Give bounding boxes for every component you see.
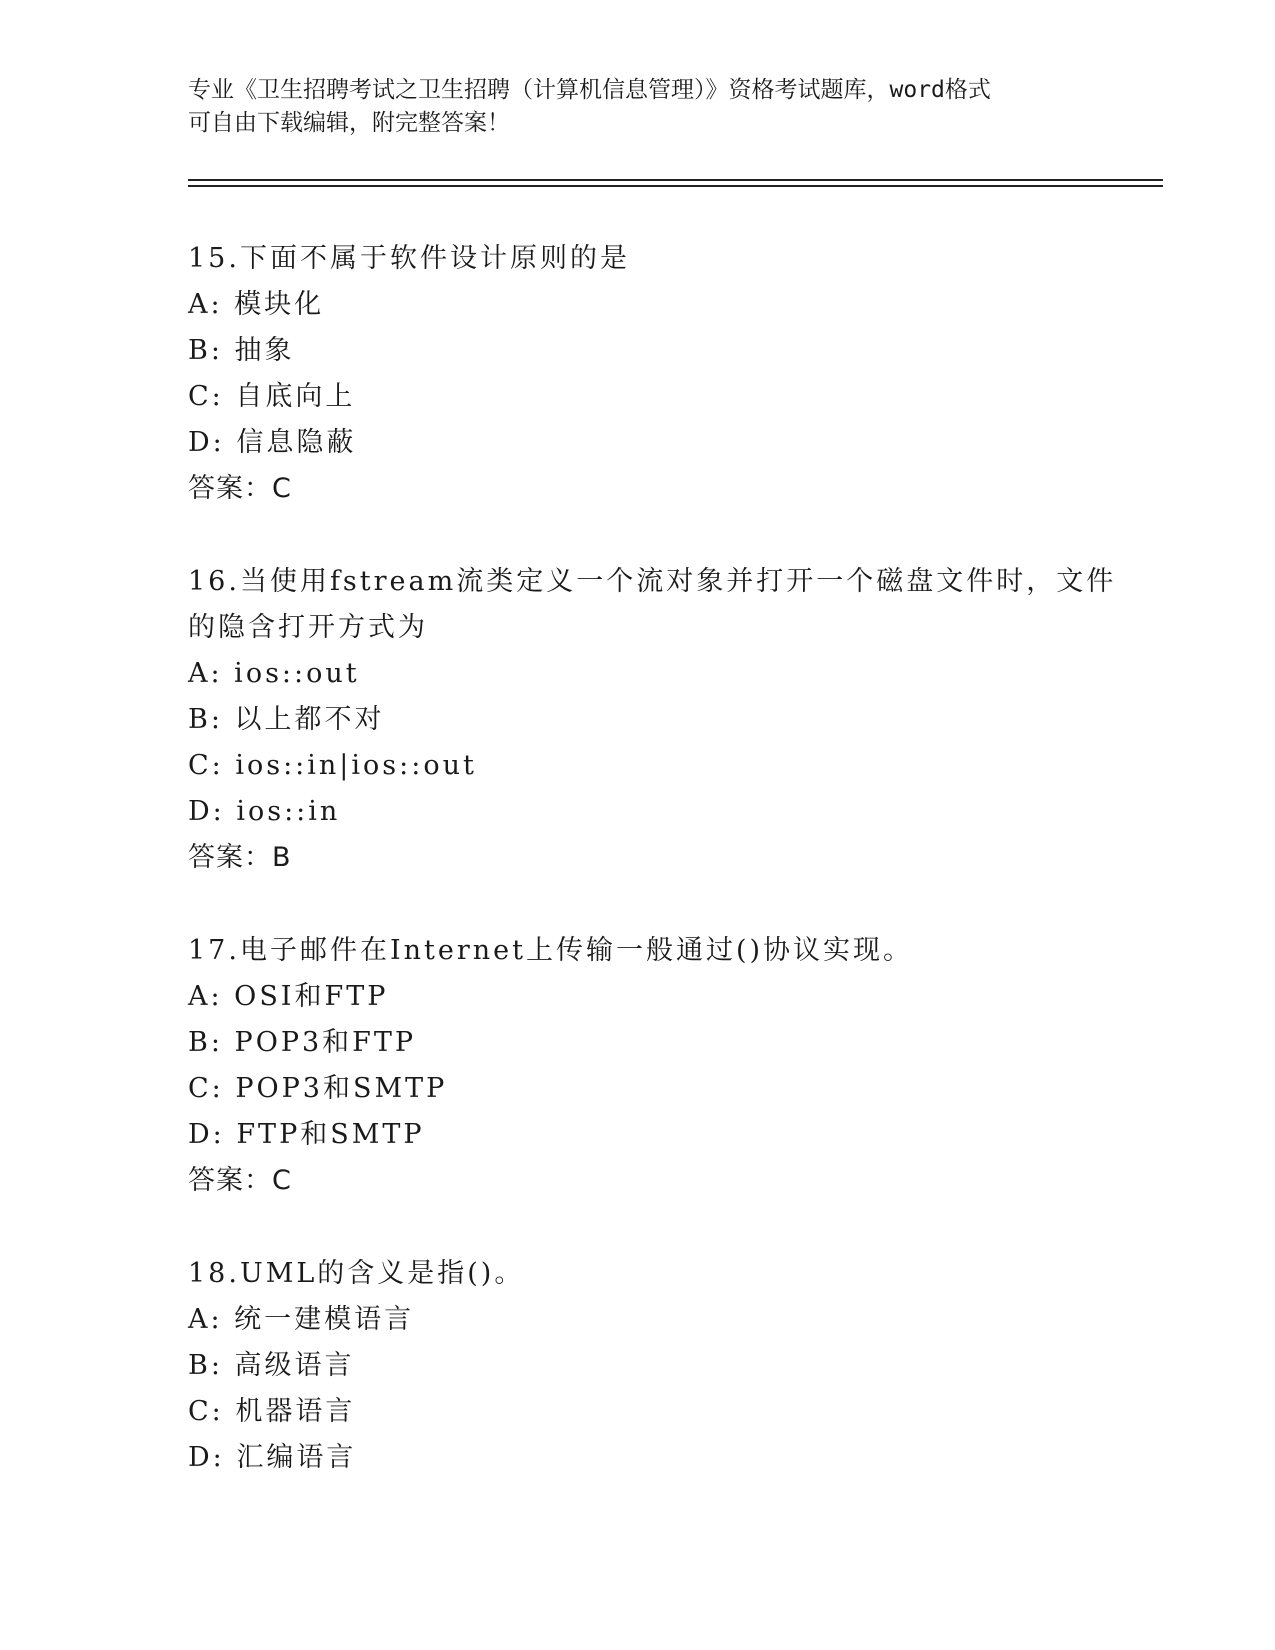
answer-line: 答案：C: [188, 473, 292, 504]
option-b: B: 抽象: [188, 335, 295, 366]
option-b: B: 以上都不对: [188, 704, 385, 735]
question-stem: 17.电子邮件在Internet上传输一般通过()协议实现。: [188, 935, 914, 966]
option-c: C: 机器语言: [188, 1396, 356, 1427]
question-stem-continued: 的隐含打开方式为: [188, 612, 428, 643]
header-divider-bottom: [188, 185, 1163, 187]
answer-line: 答案：C: [188, 1165, 292, 1196]
option-d: D: FTP和SMTP: [188, 1119, 425, 1150]
question-15: [188, 236, 1108, 512]
header-divider-top: [188, 179, 1163, 181]
header-line-2: 可自由下载编辑，附完整答案！: [188, 110, 510, 136]
option-c: C: POP3和SMTP: [188, 1073, 448, 1104]
question-list: [188, 236, 1117, 1528]
option-c: C: 自底向上: [188, 381, 356, 412]
option-a: A: OSI和FTP: [188, 981, 389, 1012]
option-a: A: 统一建模语言: [188, 1304, 415, 1335]
question-16: [188, 559, 1117, 881]
option-b: B: POP3和FTP: [188, 1027, 417, 1058]
option-d: D: 汇编语言: [188, 1442, 357, 1473]
option-d: D: ios::in: [188, 796, 341, 827]
option-a: A: 模块化: [188, 289, 325, 320]
question-17: [188, 928, 1108, 1204]
question-18: [188, 1251, 1108, 1481]
question-stem: 16.当使用fstream流类定义一个流对象并打开一个磁盘文件时，文件: [188, 566, 1117, 597]
document-header: [188, 74, 1088, 140]
question-stem: 15.下面不属于软件设计原则的是: [188, 243, 630, 274]
option-b: B: 高级语言: [188, 1350, 355, 1381]
header-line-1: 专业《卫生招聘考试之卫生招聘（计算机信息管理）》资格考试题库，word格式: [188, 77, 991, 103]
option-c: C: ios::in|ios::out: [188, 750, 477, 781]
answer-line: 答案：B: [188, 842, 292, 873]
option-d: D: 信息隐蔽: [188, 427, 357, 458]
question-stem: 18.UML的含义是指()。: [188, 1258, 525, 1289]
option-a: A: ios::out: [188, 658, 360, 689]
